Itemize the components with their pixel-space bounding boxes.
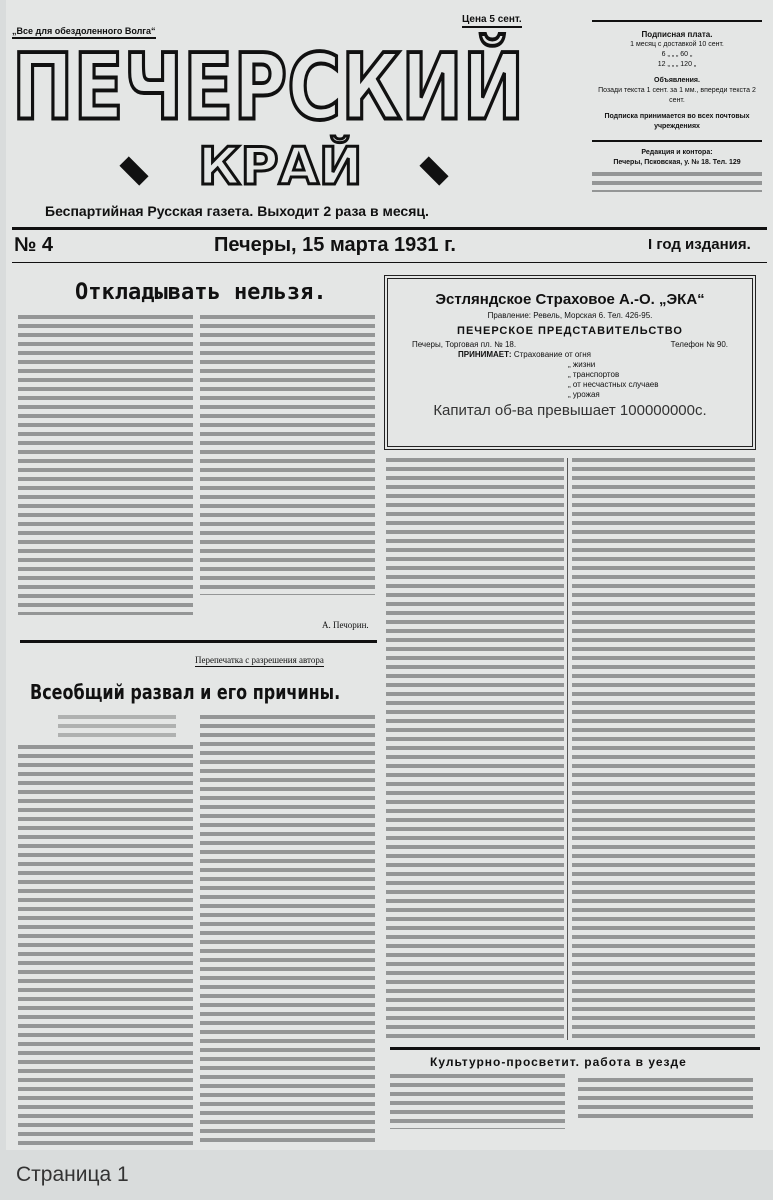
- info-box: [592, 14, 762, 226]
- ad-service: „ транспортов: [568, 370, 620, 379]
- article-rule: [390, 1047, 760, 1050]
- publication-year: I год издания.: [648, 236, 751, 253]
- ad-capital: Капитал об-ва превышает 100000000с.: [433, 402, 707, 419]
- article-text-column: [18, 745, 193, 1145]
- place-date: Печеры, 15 марта 1931 г.: [214, 234, 456, 256]
- ads-heading: Объявления.: [654, 77, 700, 84]
- ad-branch: ПЕЧЕРСКОЕ ПРЕДСТАВИТЕЛЬСТВО: [457, 325, 683, 337]
- article-text-column: [578, 1078, 753, 1118]
- ad-company: Эстляндское Страховое А.-О. „ЭКА“: [435, 291, 705, 308]
- masthead-subtitle: Беспартийная Русская газета. Выходит 2 раза в месяц.: [45, 203, 429, 219]
- subscription-row: 6 „ „ „ 60 „: [661, 51, 693, 58]
- article-text-column: [18, 315, 193, 615]
- ad-service: „ урожая: [568, 390, 600, 399]
- editorial-heading: Редакция и контора:: [641, 149, 713, 156]
- article-text-column: [200, 715, 375, 1145]
- issue-number: № 4: [14, 234, 53, 256]
- editorial-address: Печеры, Псковская, у. № 18. Тел. 129: [613, 159, 741, 166]
- ad-service: Страхование от огня: [513, 350, 591, 359]
- article-title: Всеобщий развал и его причины.: [30, 680, 341, 704]
- masthead-slogan: „Все для обездоленного Волга“: [12, 26, 156, 39]
- article-signature: А. Печорин.: [322, 620, 369, 630]
- ad-branch-address: Печеры, Торговая пл. № 18.: [412, 340, 517, 349]
- date-rule: [12, 262, 767, 263]
- reprint-note: Перепечатка с разрешения автора: [195, 655, 324, 665]
- page-label: Страница 1: [16, 1163, 129, 1186]
- article-title: Культурно-просветит. работа в уезде: [430, 1055, 687, 1069]
- insurance-advertisement: [384, 275, 756, 450]
- masthead-title-line2: КРАЙ: [198, 137, 363, 197]
- ads-text: Позади текста 1 сент. за 1 мм., впереди текста 2 сент.: [598, 87, 756, 104]
- subscription-row: 1 месяц с доставкой 10 сент.: [630, 41, 724, 48]
- subscription-row: 12 „ „ „ 120 „: [657, 61, 697, 68]
- ad-accepts-label: ПРИНИМАЕТ:: [458, 350, 512, 359]
- article-text-column: [386, 458, 564, 1040]
- article-title: Откладывать нельзя.: [75, 280, 327, 305]
- ad-branch-phone: Телефон № 90.: [670, 340, 728, 349]
- article-rule: [20, 640, 377, 643]
- masthead-rule: [12, 227, 767, 230]
- column-divider: [567, 458, 568, 1040]
- ad-service: „ жизни: [568, 360, 596, 369]
- masthead-title-line1: ПЕЧЕРСКИЙ: [12, 34, 525, 141]
- epigraph: [58, 715, 176, 737]
- editorial-note-text: [592, 172, 762, 192]
- ad-head-office: Правление: Ревель, Морская 6. Тел. 426-95.: [487, 311, 653, 320]
- subscription-heading: Подписная плата.: [641, 30, 713, 39]
- ad-service: „ от несчастных случаев: [568, 380, 659, 389]
- subscription-note: Подписка принимается во всех почтовых учреждениях: [604, 113, 750, 130]
- masthead-price: Цена 5 сент.: [462, 14, 522, 28]
- article-text-column: [200, 315, 375, 595]
- article-text-column: [572, 458, 755, 1040]
- article-text-column: [390, 1074, 565, 1129]
